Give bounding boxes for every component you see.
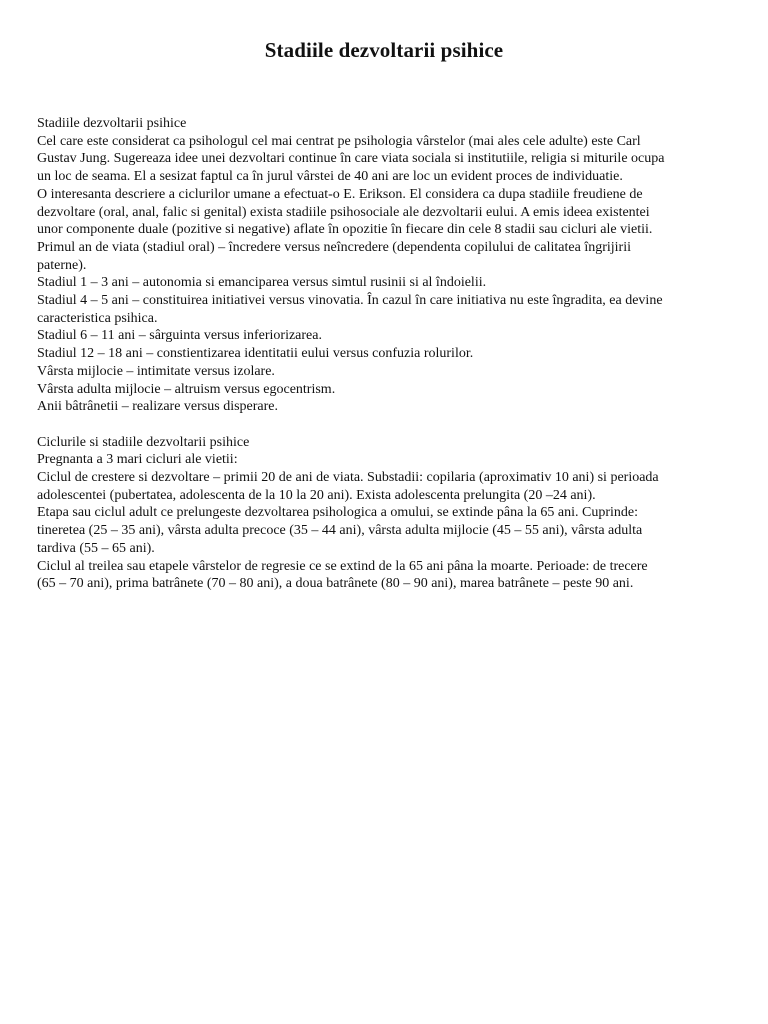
- text-line: Stadiul 4 – 5 ani – constituirea initiativei versus vinovatia. În cazul în care initiativa nu este îngradita, ea devine: [37, 293, 663, 309]
- text-line: (65 – 70 ani), prima batrânete (70 – 80 ani), a doua batrânete (80 – 90 ani), marea batrânete – peste 90 ani.: [37, 576, 634, 592]
- paragraph-gap: [37, 416, 737, 434]
- text-line: Pregnanta a 3 mari cicluri ale vietii:: [37, 452, 238, 468]
- text-line: tineretea (25 – 35 ani), vârsta adulta precoce (35 – 44 ani), vârsta adulta mijlocie (45 – 55 ani), vârsta adulta: [37, 523, 643, 539]
- text-line: Primul an de viata (stadiul oral) – încredere versus neîncredere (dependenta copilului de calitatea îngrijirii: [37, 239, 631, 255]
- text-line: Anii bâtrânetii – realizare versus disperare.: [37, 399, 279, 415]
- text-line: paterne).: [37, 257, 87, 273]
- text-line: Cel care este considerat ca psihologul cel mai centrat pe psihologia vârstelor (mai ales cele adulte) este Carl: [37, 133, 641, 149]
- text-line: tardiva (55 – 65 ani).: [37, 540, 155, 556]
- text-line: Vârsta adulta mijlocie – altruism versus egocentrism.: [37, 381, 336, 397]
- text-line: Stadiile dezvoltarii psihice: [37, 116, 187, 131]
- text-line: O interesanta descriere a ciclurilor umane a efectuat-o E. Erikson. El considera ca dupa stadiile freudiene de: [37, 186, 643, 202]
- text-line: Ciclul de crestere si dezvoltare – primii 20 de ani de viata. Substadii: copilaria (aproximativ 10 ani) si perioada: [37, 470, 659, 486]
- text-line: Ciclul al treilea sau etapele vârstelor de regresie ce se extind de la 65 ani pâna la moarte. Perioade: de trecere: [37, 558, 648, 574]
- text-line: adolescentei (pubertatea, adolescenta de la 10 la 20 ani). Exista adolescenta prelungita (20 –24 ani).: [37, 487, 596, 503]
- text-line: unor componente duale (pozitive si negative) aflate în opozitie în fiecare din cele 8 stadii sau cicluri ale vietii.: [37, 222, 653, 238]
- document-body: [37, 115, 737, 593]
- document-title: Stadiile dezvoltarii psihice: [264, 38, 504, 62]
- text-line: Ciclurile si stadiile dezvoltarii psihice: [37, 434, 250, 450]
- text-line: dezvoltare (oral, anal, falic si genital) exista stadiile psihosociale ale dezvoltarii eului. A emis ideea existentei: [37, 204, 650, 220]
- text-line: Gustav Jung. Sugereaza idee unei dezvoltari continue în care viata sociala si institutiile, religia si miturile ocupa: [37, 151, 665, 167]
- text-line: Etapa sau ciclul adult ce prelungeste dezvoltarea psihologica a omului, se extinde pâna la 65 ani. Cuprinde:: [37, 505, 639, 521]
- text-line: Stadiul 6 – 11 ani – sârguinta versus inferiorizarea.: [37, 328, 322, 344]
- section-stadiile: [37, 115, 737, 416]
- text-line: un loc de seama. El a sesizat faptul ca în jurul vârstei de 40 ani are loc un evident proces de individuatie.: [37, 169, 623, 185]
- text-line: Vârsta mijlocie – intimitate versus izolare.: [37, 363, 275, 379]
- text-line: Stadiul 12 – 18 ani – constientizarea identitatii eului versus confuzia rolurilor.: [37, 346, 474, 362]
- section-ciclurile: [37, 434, 737, 593]
- text-line: caracteristica psihica.: [37, 310, 158, 326]
- text-line: Stadiul 1 – 3 ani – autonomia si emanciparea versus simtul rusinii si al îndoielii.: [37, 275, 487, 291]
